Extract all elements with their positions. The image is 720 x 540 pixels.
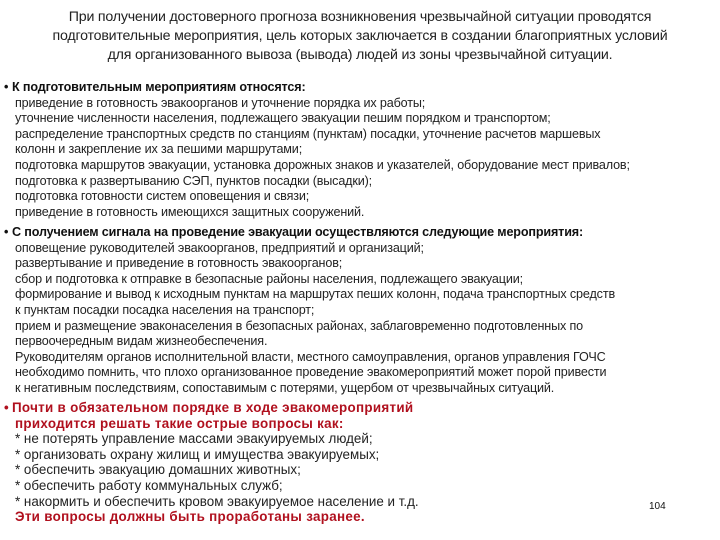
list-item: прием и размещение эваконаселения в безопасных районах, заблаговременно подготовленных по [15,318,583,333]
list-item: сбор и подготовка к отправке в безопасные районы населения, подлежащего эвакуации; [15,271,523,286]
list-item: оповещение руководителей эвакоорганов, предприятий и организаций; [15,240,424,255]
list-item: * не потерять управление массами эвакуируемых людей; [15,431,373,447]
bullet-icon: • [4,400,9,415]
list-item: приведение в готовность имеющихся защитных сооружений. [15,204,365,219]
list-item: подготовка готовности систем оповещения и связи; [15,189,310,204]
list-item: распределение транспортных средств по станциям (пунктам) посадки, уточнение расчетов маршевых [15,126,601,141]
list-item: * организовать охрану жилищ и имущества эвакуируемых; [15,446,380,462]
bullet-icon: • [4,225,9,239]
list-item: подготовка к развертыванию СЭП, пунктов посадки (высадки); [15,173,373,188]
page-number: 104 [649,501,666,512]
intro-line: При получении достоверного прогноза возникновения чрезвычайной ситуации проводятся [68,9,652,25]
heading-text-line2: приходится решать такие острые вопросы как: [15,415,344,431]
list-item: * обеспечить эвакуацию домашних животных; [15,462,301,478]
acute-issues-section [4,400,716,525]
issues-heading [4,400,716,431]
intro-line: подготовительные мероприятия, цель которых заключается в создании благоприятных условий [52,28,668,44]
list-item: колонн и закрепление их за пешими маршрутами; [15,142,303,157]
list-item: развертывание и приведение в готовность эвакоорганов; [15,256,343,271]
bullet-icon: • [4,80,9,94]
preparatory-heading [4,80,716,96]
list-item: формирование и вывод к исходным пунктам на маршрутах пеших колонн, подача транспортных средств [15,287,615,302]
heading-text-line1: Почти в обязательном порядке в ходе эвакомероприятий [12,400,414,415]
list-item: к негативным последствиям, сопоставимым с потерями, ущербом от чрезвычайных ситуаций. [15,380,555,395]
list-item: подготовка маршрутов эвакуации, установка дорожных знаков и указателей, оборудование мест привалов; [15,157,630,172]
list-item: Руководителям органов исполнительной власти, местного самоуправления, органов управления ГОЧС [15,349,606,364]
intro-paragraph [10,8,710,65]
list-item: уточнение численности населения, подлежащего эвакуации пешим порядком и транспортом; [15,111,551,126]
preparatory-measures-section [4,80,716,220]
list-item: приведение в готовность эвакоорганов и уточнение порядка их работы; [15,95,426,110]
closing-statement: Эти вопросы должны быть проработаны заранее. [15,509,365,525]
heading-text: С получением сигнала на проведение эвакуации осуществляются следующие мероприятия: [12,225,584,239]
list-item: необходимо помнить, что плохо организованное проведение эвакомероприятий может порой привести [15,365,607,380]
heading-text: К подготовительным мероприятиям относятся: [12,80,306,94]
intro-line: для организованного вывоза (вывода) людей из зоны чрезвычайной ситуации. [107,47,613,63]
list-item: * накормить и обеспечить кровом эвакуируемое население и т.д. [15,493,419,509]
list-item: первоочередным видам жизнеобеспечения. [15,334,268,349]
list-item: * обеспечить работу коммунальных служб; [15,477,283,493]
on-signal-measures-section [4,225,716,397]
list-item: к пунктам посадки посадка населения на транспорт; [15,302,315,317]
on-signal-heading [4,225,716,241]
